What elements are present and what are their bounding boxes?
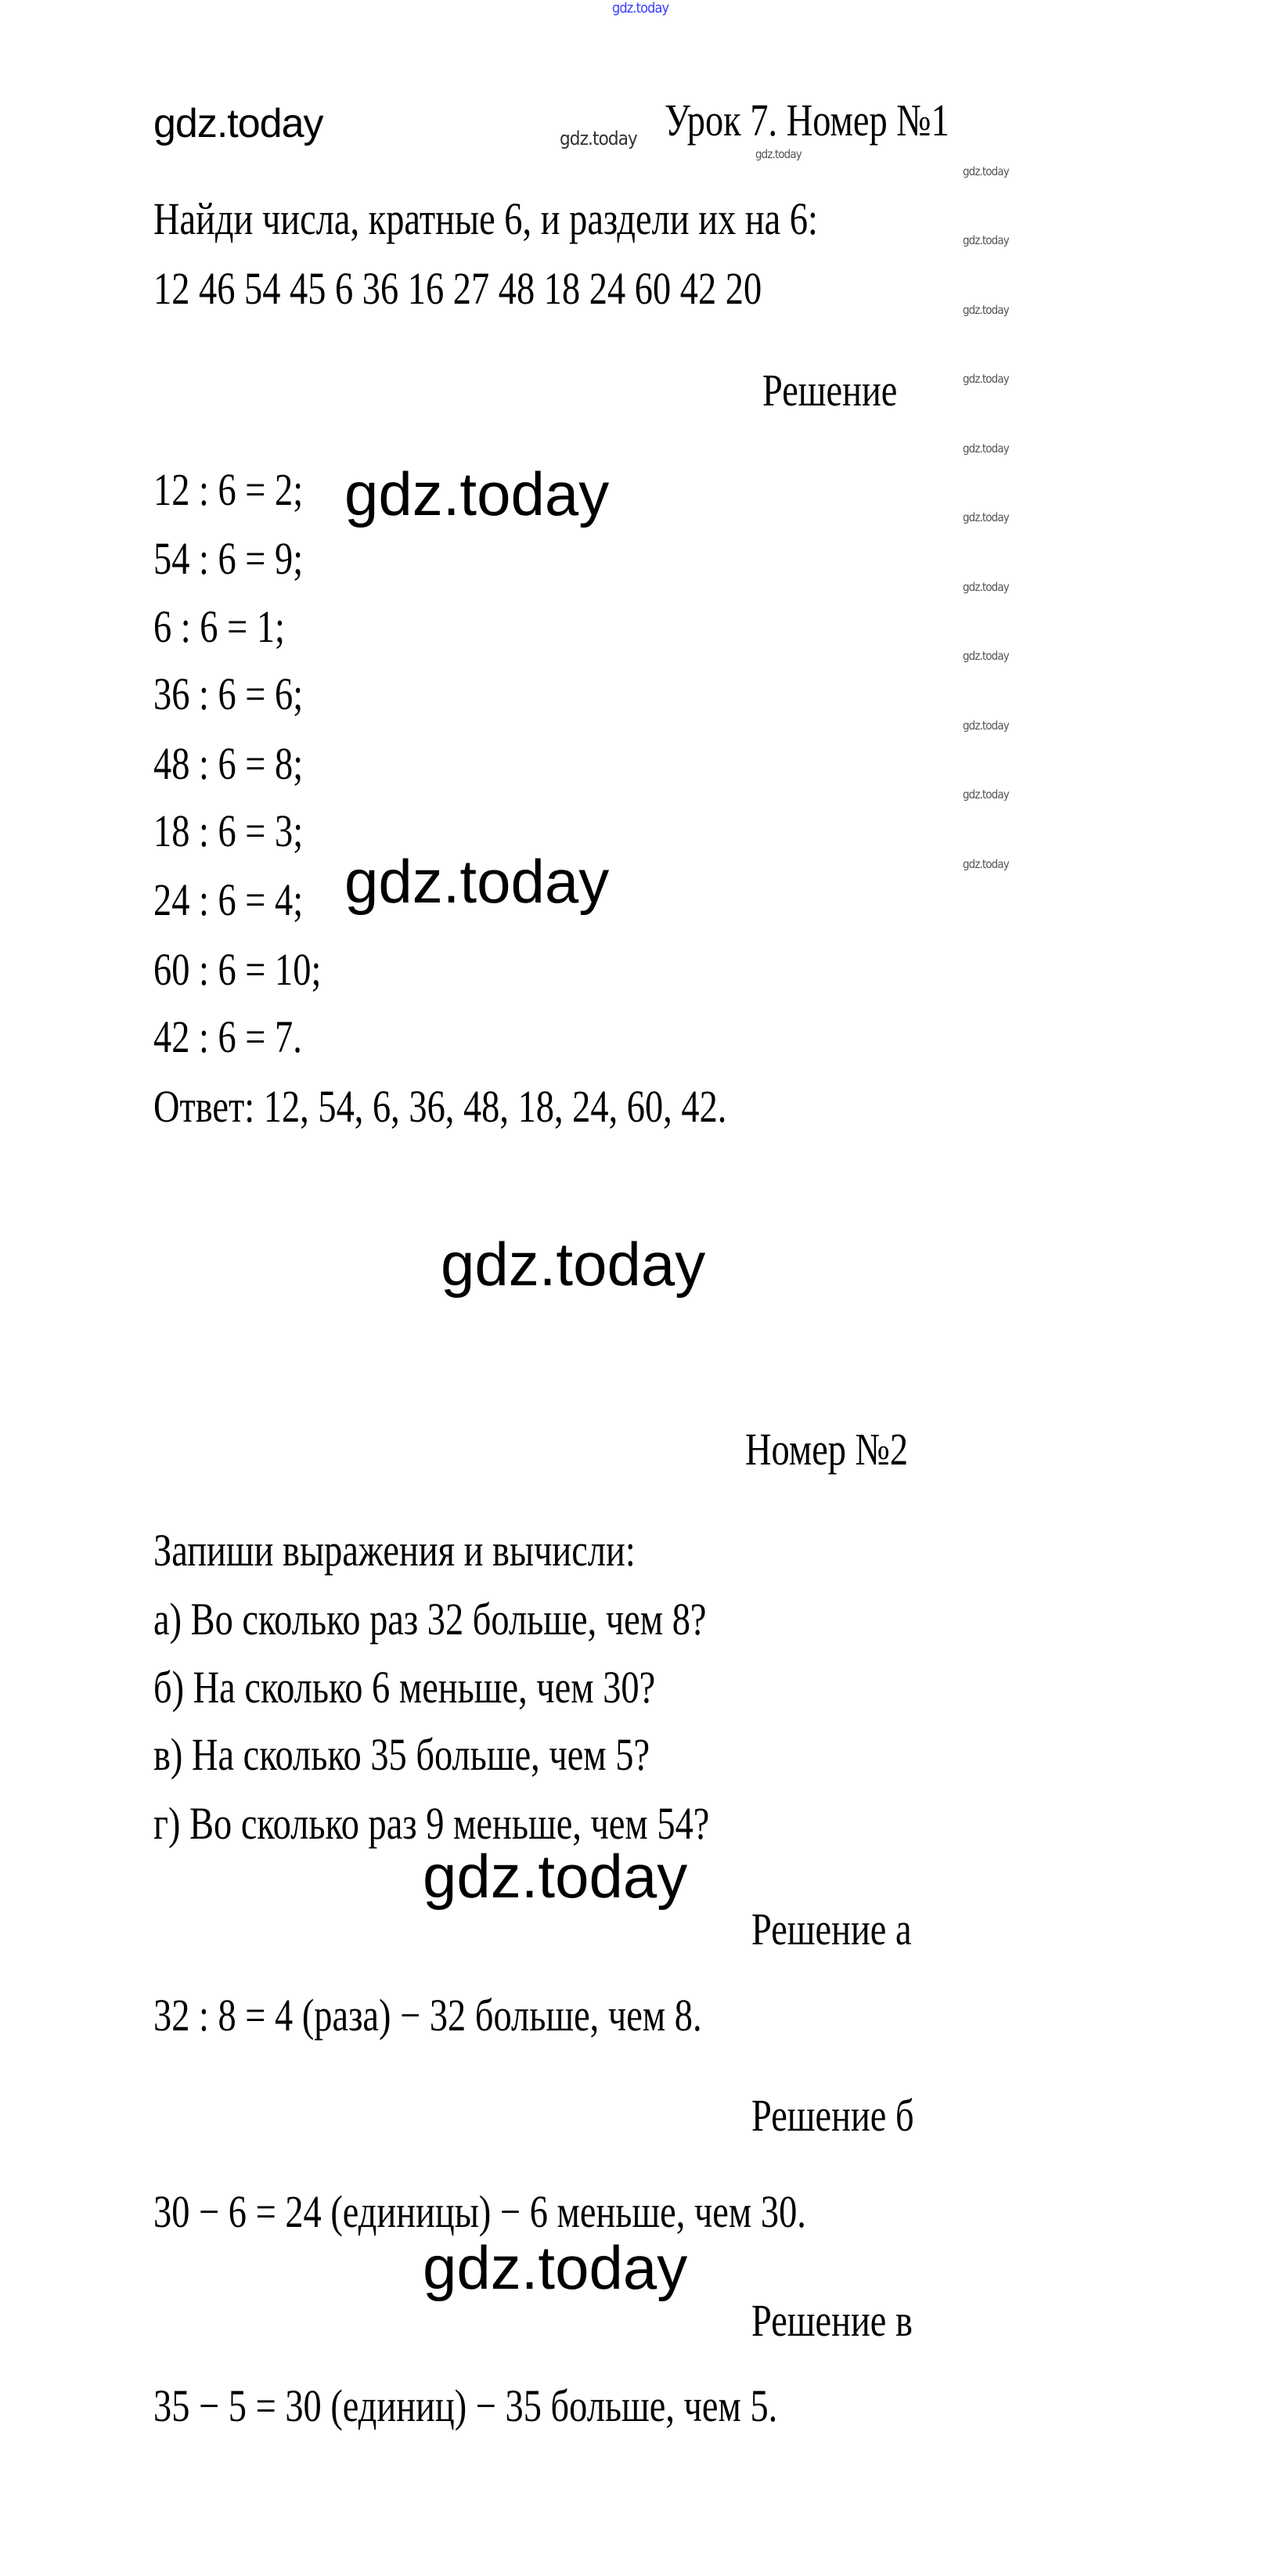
solution-line: 48 : 6 = 8; <box>153 738 304 789</box>
watermark-tiny: gdz.today <box>963 233 1009 247</box>
task1-numbers: 12 46 54 45 6 36 16 27 48 18 24 60 42 20 <box>153 263 762 314</box>
watermark-tiny: gdz.today <box>963 441 1009 456</box>
watermark-tiny: gdz.today <box>963 787 1009 802</box>
solution-text-v: 35 − 5 = 30 (единиц) − 35 больше, чем 5. <box>153 2380 778 2431</box>
task1-title: Урок 7. Номер №1 <box>665 95 949 146</box>
task2-item: г) Во сколько раз 9 меньше, чем 54? <box>153 1798 710 1849</box>
task2-item: б) На сколько 6 меньше, чем 30? <box>153 1662 656 1713</box>
watermark-large: gdz.today <box>344 847 610 916</box>
solution-label-b: Решение б <box>751 2090 914 2141</box>
watermark-tiny: gdz.today <box>963 580 1009 594</box>
task1-question: Найди числа, кратные 6, и раздели их на 6: <box>153 193 818 244</box>
watermark-large: gdz.today <box>423 2233 688 2302</box>
watermark-tiny: gdz.today <box>963 649 1009 663</box>
watermark-large: gdz.today <box>344 459 610 528</box>
watermark-tiny: gdz.today <box>963 857 1009 871</box>
task2-title: Номер №2 <box>745 1424 909 1475</box>
solution-line: 42 : 6 = 7. <box>153 1011 302 1062</box>
solution-line: 24 : 6 = 4; <box>153 874 304 925</box>
task2-item: в) На сколько 35 больше, чем 5? <box>153 1729 650 1780</box>
watermark-tiny: gdz.today <box>963 719 1009 733</box>
solution-line: 12 : 6 = 2; <box>153 464 304 515</box>
solution-text-a: 32 : 8 = 4 (раза) − 32 больше, чем 8. <box>153 1990 702 2041</box>
solution-line: 18 : 6 = 3; <box>153 805 304 856</box>
watermark-large: gdz.today <box>441 1230 706 1299</box>
watermark-small: gdz.today <box>560 128 637 150</box>
task1-answer: Ответ: 12, 54, 6, 36, 48, 18, 24, 60, 42. <box>153 1081 727 1132</box>
solution-text-b: 30 − 6 = 24 (единицы) − 6 меньше, чем 30. <box>153 2186 806 2237</box>
task2-item: а) Во сколько раз 32 больше, чем 8? <box>153 1594 707 1645</box>
watermark-top: gdz.today <box>612 0 669 16</box>
watermark-tiny: gdz.today <box>963 164 1009 178</box>
solution-line: 54 : 6 = 9; <box>153 533 304 584</box>
watermark-tiny: gdz.today <box>963 303 1009 317</box>
solution-label-a: Решение а <box>751 1904 912 1955</box>
solution-line: 60 : 6 = 10; <box>153 944 322 995</box>
watermark-large: gdz.today <box>423 1842 688 1911</box>
watermark-tiny: gdz.today <box>755 147 801 161</box>
task2-question: Запиши выражения и вычисли: <box>153 1525 636 1576</box>
solution-label-v: Решение в <box>751 2295 913 2346</box>
watermark-tiny: gdz.today <box>963 372 1009 386</box>
watermark-header: gdz.today <box>153 101 323 146</box>
solution-line: 6 : 6 = 1; <box>153 601 285 652</box>
task1-solution-label: Решение <box>762 365 898 416</box>
watermark-tiny: gdz.today <box>963 510 1009 524</box>
solution-line: 36 : 6 = 6; <box>153 668 304 719</box>
